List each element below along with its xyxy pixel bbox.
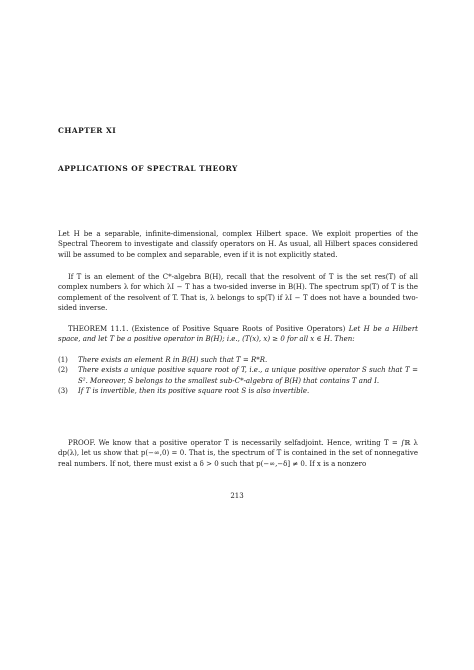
page-number: 213 [230,492,244,500]
item-number: (3) [58,387,68,396]
chapter-label: CHAPTER XI [58,126,117,135]
list-item [58,355,418,365]
list-item [58,386,418,396]
theorem-item-list [58,355,418,397]
chapter-title: APPLICATIONS OF SPECTRAL THEORY [58,164,238,173]
item-number: (2) [58,366,68,375]
theorem-body: Let H be a Hilbert space, and let T be a positive operator in B(H); i.e., (T(x), x) ≥ 0 for all x ∈ H. Then: [58,325,418,344]
theorem-heading: THEOREM 11.1. (Existence of Positive Square Roots of Positive Operators) [68,325,346,333]
list-item [58,365,418,386]
proof-heading: PROOF. [68,439,96,447]
intro-paragraph: Let H be a separable, infinite-dimensional, complex Hilbert space. We exploit properties of the Spectral Theorem to investigate and classify operators on H. As usual, all Hilbert spaces considered will be assumed to be complex and separable, even if it is not explicitly stated. [58,230,418,259]
item-text: There exists a unique positive square root of T, i.e., a unique positive operator S such that T = S². Moreover, S belongs to the smallest sub-C*-algebra of B(H) that contains T and I. [78,366,418,385]
item-text: If T is invertible, then its positive square root S is also invertible. [78,387,310,396]
resolvent-paragraph: If T is an element of the C*-algebra B(H), recall that the resolvent of T is the set res(T) of all complex numbers λ for which λI − T has a two-sided inverse in B(H). The spectrum sp(T) of T is the complement of the resolvent of T. That is, λ belongs to sp(T) if λI − T does not have a bounded two-sided inverse. [58,273,418,313]
item-text: There exists an element R in B(H) such that T = R*R. [78,356,268,364]
item-number: (1) [58,356,68,364]
proof-paragraph [58,438,418,469]
theorem-statement [58,324,418,345]
proof-text: We know that a positive operator T is necessarily selfadjoint. Hence, writing T = ∫ℝ λ dp(λ), let us show that p(−∞,0) = 0. That is, the spectrum of T is contained in the set of nonnegative real numbers. If not, there must exist a δ > 0 such that p(−∞,−δ] ≠ 0. If x is a nonzero [58,439,418,468]
